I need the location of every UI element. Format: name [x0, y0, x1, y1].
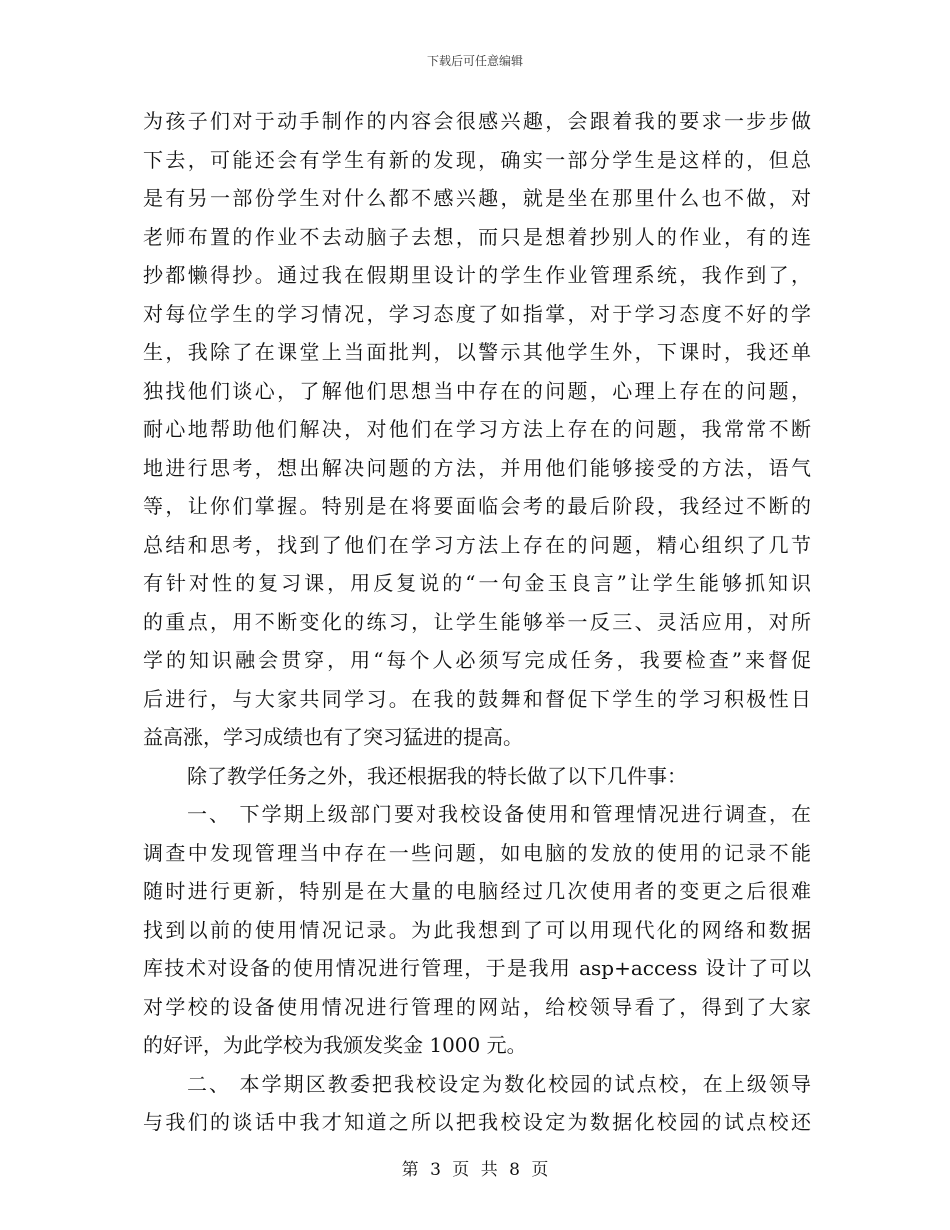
text-line: 学的知识融会贯穿，用“每个人必须写完成任务，我要检查”来督促 — [143, 648, 811, 672]
text-line: 对每位学生的学习情况，学习态度了如指掌，对于学习态度不好的学 — [143, 301, 811, 326]
text-line: 地进行思考，想出解决问题的方法，并用他们能够接受的方法，语气 — [143, 455, 811, 480]
text-line: 下去，可能还会有学生有新的发现，确实一部分学生是这样的，但总 — [143, 147, 811, 172]
text-line: 耐心地帮助他们解决，对他们在学习方法上存在的问题，我常常不断 — [143, 417, 811, 441]
page-number-footer: 第 3 页 共 8 页 — [401, 1160, 549, 1180]
page-header-note: 下载后可任意编辑 — [426, 54, 523, 68]
text-line: 有针对性的复习课，用反复说的“一句金玉良言”让学生能够抓知识 — [143, 571, 811, 595]
text-line: 益高涨，学习成绩也有了突习猛进的提高。 — [143, 725, 523, 749]
document-body — [143, 102, 811, 1142]
text-line: 找到以前的使用情况记录。为此我想到了可以用现代化的网络和数据 — [143, 917, 811, 942]
text-line: 的好评，为此学校为我颁发奖金 1000 元。 — [143, 1033, 527, 1057]
text-line: 对学校的设备使用情况进行管理的网站，给校领导看了，得到了大家 — [143, 994, 811, 1019]
text-line: 除了教学任务之外，我还根据我的特长做了以下几件事： — [187, 763, 687, 788]
text-line: 总结和思考，找到了他们在学习方法上存在的问题，精心组织了几节 — [143, 532, 811, 557]
text-line: 抄都懒得抄。通过我在假期里设计的学生作业管理系统，我作到了， — [143, 263, 811, 287]
text-line: 一、 下学期上级部门要对我校设备使用和管理情况进行调查，在 — [187, 802, 811, 826]
text-line: 为孩子们对于动手制作的内容会很感兴趣，会跟着我的要求一步步做 — [143, 109, 811, 133]
text-line: 生，我除了在课堂上当面批判，以警示其他学生外，下课时，我还单 — [143, 340, 811, 364]
text-line: 等，让你们掌握。特别是在将要面临会考的最后阶段，我经过不断的 — [143, 494, 811, 518]
text-line: 与我们的谈话中我才知道之所以把我校设定为数据化校园的试点校还 — [143, 1110, 811, 1134]
text-line: 调查中发现管理当中存在一些问题，如电脑的发放的使用的记录不能 — [143, 840, 811, 865]
text-line: 是有另一部份学生对什么都不感兴趣，就是坐在那里什么也不做，对 — [143, 186, 811, 210]
text-line: 老师布置的作业不去动脑子去想，而只是想着抄别人的作业，有的连 — [143, 224, 811, 249]
text-line: 后进行，与大家共同学习。在我的鼓舞和督促下学生的学习积极性日 — [143, 686, 811, 711]
text-line: 库技术对设备的使用情况进行管理，于是我用 asp+access 设计了可以 — [143, 956, 811, 980]
text-line: 独找他们谈心，了解他们思想当中存在的问题，心理上存在的问题， — [143, 378, 811, 403]
text-line: 随时进行更新，特别是在大量的电脑经过几次使用者的变更之后很难 — [143, 879, 811, 903]
text-line: 二、 本学期区教委把我校设定为数化校园的试点校，在上级领导 — [187, 1071, 811, 1096]
text-line: 的重点，用不断变化的练习，让学生能够举一反三、灵活应用，对所 — [143, 609, 811, 634]
